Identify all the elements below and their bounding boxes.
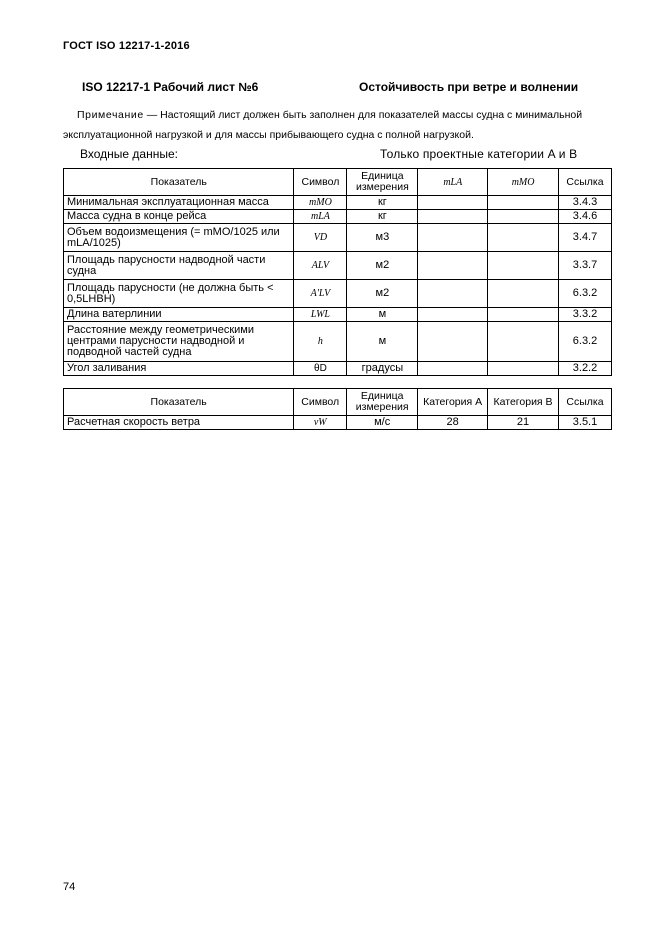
table-header-row [64, 169, 612, 196]
input-data-table [63, 168, 612, 376]
table-row [64, 416, 612, 430]
ref-cell: 3.4.7 [559, 224, 612, 252]
table-row [64, 224, 612, 252]
table-row [64, 252, 612, 280]
param-cell: Расстояние между геометрическими центрами парусности надводной и подводной частей судна [64, 322, 294, 362]
param-cell: Длина ватерлинии [64, 308, 294, 322]
ref-cell: 6.3.2 [559, 322, 612, 362]
unit-cell: кг [347, 210, 418, 224]
wind-speed-table [63, 388, 612, 430]
param-cell: Минимальная эксплуатационная масса [64, 196, 294, 210]
symbol-cell: LWL [294, 308, 347, 322]
col-header-mmo: mMO [488, 169, 559, 196]
note-label: Примечание [77, 109, 144, 121]
mla-value-cell [418, 252, 488, 280]
mla-value-cell [418, 322, 488, 362]
mla-value-cell [418, 210, 488, 224]
col-header-ref: Ссылка [559, 169, 612, 196]
ref-cell: 3.3.2 [559, 308, 612, 322]
col-header-category-b: Категория B [488, 389, 559, 416]
table-row [64, 308, 612, 322]
param-cell: Площадь парусности надводной части судна [64, 252, 294, 280]
symbol-cell: vW [294, 416, 347, 430]
mmo-value-cell [488, 196, 559, 210]
symbol-cell: ALV [294, 252, 347, 280]
param-cell: Расчетная скорость ветра [64, 416, 294, 430]
ref-cell: 3.2.2 [559, 362, 612, 376]
unit-cell: градусы [347, 362, 418, 376]
col-header-param: Показатель [64, 169, 294, 196]
symbol-cell: A'LV [294, 280, 347, 308]
mmo-value-cell [488, 224, 559, 252]
col-header-symbol: Символ [294, 169, 347, 196]
col-header-param: Показатель [64, 389, 294, 416]
sheet-topic: Остойчивость при ветре и волнении [359, 80, 579, 94]
ref-cell: 6.3.2 [559, 280, 612, 308]
unit-cell: м2 [347, 252, 418, 280]
categories-label: Только проектные категории A и B [380, 147, 578, 161]
table-row [64, 322, 612, 362]
param-cell: Объем водоизмещения (= mMO/1025 или mLA/1025) [64, 224, 294, 252]
unit-cell: м [347, 308, 418, 322]
note-text: — Настоящий лист должен быть заполнен для показателей массы судна с минимальной эксплуатационной нагрузкой и для массы прибывающего судна с полной нагрузкой. [63, 109, 583, 141]
table-header-row [64, 389, 612, 416]
col-header-ref: Ссылка [559, 389, 612, 416]
mmo-value-cell [488, 308, 559, 322]
symbol-cell: θD [294, 362, 347, 376]
table-row [64, 196, 612, 210]
unit-cell: м/с [347, 416, 418, 430]
unit-cell: м2 [347, 280, 418, 308]
category-a-value: 28 [418, 416, 488, 430]
note-paragraph [63, 105, 633, 145]
mmo-value-cell [488, 280, 559, 308]
mla-value-cell [418, 280, 488, 308]
unit-cell: м [347, 322, 418, 362]
ref-cell: 3.5.1 [559, 416, 612, 430]
symbol-cell: mLA [294, 210, 347, 224]
standard-header: ГОСТ ISO 12217-1-2016 [63, 40, 190, 52]
symbol-cell: mMO [294, 196, 347, 210]
mla-value-cell [418, 362, 488, 376]
unit-cell: кг [347, 196, 418, 210]
input-data-label: Входные данные: [80, 147, 178, 161]
ref-cell: 3.3.7 [559, 252, 612, 280]
param-cell: Угол заливания [64, 362, 294, 376]
col-header-unit: Единица измерения [347, 169, 418, 196]
param-cell: Масса судна в конце рейса [64, 210, 294, 224]
col-header-unit: Единица измерения [347, 389, 418, 416]
mmo-value-cell [488, 362, 559, 376]
mmo-value-cell [488, 322, 559, 362]
sheet-title: ISO 12217-1 Рабочий лист №6 [82, 80, 259, 94]
mla-value-cell [418, 224, 488, 252]
ref-cell: 3.4.6 [559, 210, 612, 224]
category-b-value: 21 [488, 416, 559, 430]
symbol-cell: VD [294, 224, 347, 252]
table-row [64, 280, 612, 308]
mla-value-cell [418, 308, 488, 322]
col-header-category-a: Категория A [418, 389, 488, 416]
page-number: 74 [63, 881, 76, 893]
unit-cell: м3 [347, 224, 418, 252]
table-row [64, 362, 612, 376]
mmo-value-cell [488, 252, 559, 280]
param-cell: Площадь парусности (не должна быть < 0,5LHBH) [64, 280, 294, 308]
col-header-mla: mLA [418, 169, 488, 196]
table-row [64, 210, 612, 224]
symbol-cell: h [294, 322, 347, 362]
ref-cell: 3.4.3 [559, 196, 612, 210]
mmo-value-cell [488, 210, 559, 224]
mla-value-cell [418, 196, 488, 210]
col-header-symbol: Символ [294, 389, 347, 416]
